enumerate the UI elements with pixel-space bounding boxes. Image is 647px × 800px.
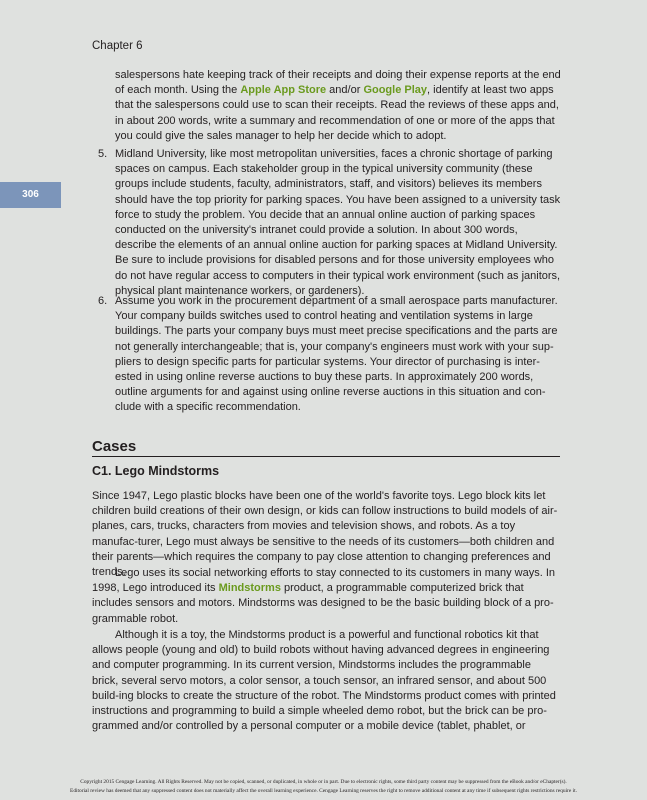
exercise-number: 6. [98, 295, 108, 307]
case-paragraph-2 [92, 566, 560, 627]
chapter-label: Chapter 6 [92, 40, 143, 52]
case-paragraph-1: Since 1947, Lego plastic blocks have been one of the world's favorite toys. Lego block kits let children build creations of their own design, or kids can follow instructions to build models of air-planes, cars, trucks, characters from movies and television shows, and robots. As a toy manufac-turer, Lego must always be sensitive to the needs of its customers—both children and their parents—which requires the company to pay close attention to changing preferences and trends. [92, 490, 558, 579]
exercise-number: 5. [98, 148, 108, 160]
apple-app-store-link[interactable]: Apple App Store [240, 84, 327, 97]
exercise-text: Assume you work in the procurement department of a small aerospace parts manufacturer. Your company builds switches used to control heating and ventilation systems in large buildings. The parts your company buys must meet precise specifications and the parts are not generally interchangeable; that is, your company's engineers must work with your sup-pliers to design specific parts for particular systems. Your director of purchasing is inter-ested in using online reverse auctions to buy these parts. In approximately 200 words, outline arguments for and against using online reverse auctions in this situation and con-clude with a specific recommendation. [115, 295, 558, 414]
case-paragraph-2-text-b: product, a programmable computerized brick that includes sensors and motors. Mindstorms was designed to be the basic building block of a pro-grammable robot. [92, 582, 554, 625]
exercise-4-continuation [115, 68, 561, 144]
copyright-footer-line-2: Editorial review has deemed that any suppressed content does not materially affect the overall learning experience. Cengage Learning reserves the right to remove additional content at any time if subsequent rights restrictions require it. [70, 788, 577, 794]
mindstorms-link[interactable]: Mindstorms [218, 582, 281, 595]
continuation-text-2: and/or [326, 84, 364, 97]
exercise-text: Midland University, like most metropolitan universities, faces a chronic shortage of parking spaces on campus. Each stakeholder group in the typical university community (these groups include students, faculty, administrators, staff, and visitors) believes its members should have the top priority for parking spaces. You have been assigned to a university task force to study the problem. You decide that an annual online auction of parking spaces conducted on the university's intranet could provide a solution. In about 300 words, describe the elements of an annual online auction for parking spaces at Midland University. Be sure to include provisions for disabled persons and for those university employees who do not have regular access to computers in their typical work environment (such as janitors, physical plant maintenance workers, or gardeners). [115, 148, 561, 297]
continuation-text-1: salespersons hate keeping track of their receipts and doing their expense reports at the end of each month. Using the [115, 69, 561, 97]
continuation-text-3: , identify at least two apps that the salespersons could use to scan their receipts. Read the reviews of these apps and, in about 200 words, write a summary and recommendation of one or more of the apps that you could give the sales manager to help her decide which to adopt. [115, 84, 559, 142]
cases-heading: Cases [92, 438, 560, 457]
case-paragraph-2-text-a: Lego uses its social networking efforts to stay connected to its customers in many ways. In 1998, Lego introduced its [92, 567, 556, 595]
copyright-footer-line-1: Copyright 2015 Cengage Learning. All Rights Reserved. May not be copied, scanned, or duplicated, in whole or in part. Due to electronic rights, some third party content may be suppressed from the eBook and/or eChapter(s). [80, 779, 567, 785]
case-title: C1. Lego Mindstorms [92, 464, 220, 478]
page-number-tab: 306 [0, 182, 61, 208]
case-paragraph-3: Although it is a toy, the Mindstorms product is a powerful and functional robotics kit that allows people (young and old) to build robots without having advanced degrees in engineering and computer programming. In its current version, Mindstorms includes the programmable brick, several servo motors, a color sensor, a touch sensor, an infrared sensor, and about 500 build-ing blocks to create the structure of the robot. The Mindstorms product comes with printed instructions and programming to build a simple wheeled demo robot, but the brick can be pro-grammed and/or controlled by a personal computer or a mobile device (tablet, phablet, or [92, 629, 556, 733]
google-play-link[interactable]: Google Play [363, 84, 428, 97]
